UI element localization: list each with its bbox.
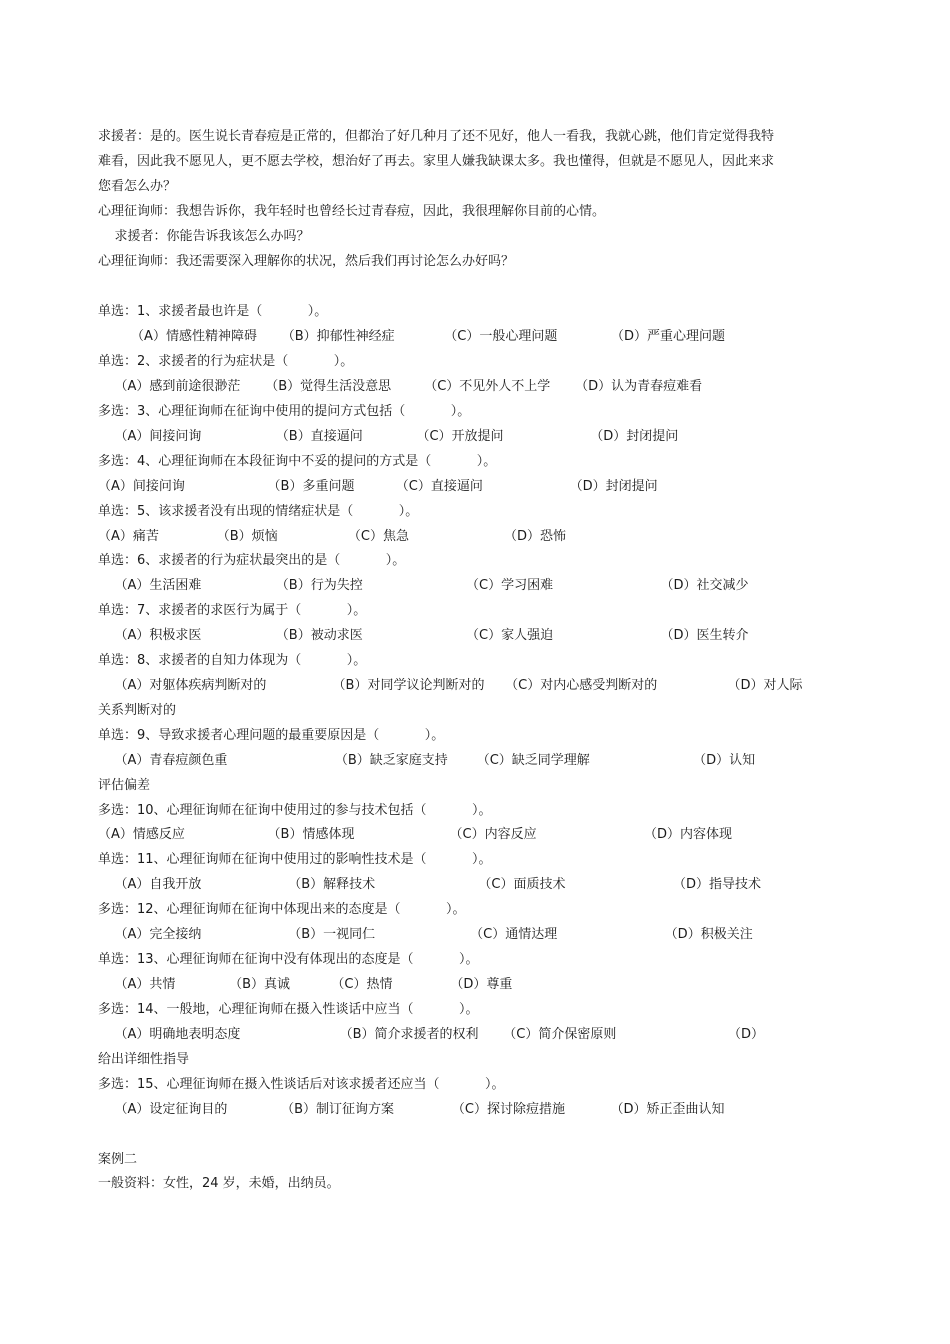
- dialogue-line: 求援者：是的。医生说长青春痘是正常的，但都治了好几种月了还不见好，他人一看我，我就心跳，他们肯定觉得我特: [98, 129, 775, 144]
- question-stem: 多选：3、心理征询师在征询中使用的提问方式包括（ ）。: [98, 404, 471, 419]
- question-options: （A）感到前途很渺茫 （B）觉得生活没意思 （C）不见外人不上学 （D）认为青春痘难看: [98, 379, 703, 394]
- question-options: （A）间接问询 （B）直接逼问 （C）开放提问 （D）封闭提问: [98, 429, 679, 444]
- question-options: （A）间接问询 （B）多重问题 （C）直接逼问 （D）封闭提问: [98, 479, 658, 494]
- question-options: 给出详细性指导: [98, 1052, 190, 1067]
- question-stem: 多选：4、心理征询师在本段征询中不妥的提问的方式是（ ）。: [98, 454, 497, 469]
- dialogue-line: 求援者：你能告诉我该怎么办吗？: [98, 229, 310, 244]
- question-stem: 单选：11、心理征询师在征询中使用过的影响性技术是（ ）。: [98, 852, 492, 867]
- case-general-info: 一般资料：女性，24 岁，未婚，出纳员。: [98, 1176, 340, 1191]
- question-options: （A）痛苦 （B）烦恼 （C）焦急 （D）恐怖: [98, 529, 567, 544]
- dialogue-line: 心理征询师：我还需要深入理解你的状况，然后我们再讨论怎么办好吗？: [98, 254, 515, 269]
- question-options: （A）完全接纳 （B）一视同仁 （C）通情达理 （D）积极关注: [98, 927, 753, 942]
- case-heading: 案例二: [98, 1152, 138, 1167]
- question-stem: 单选：13、心理征询师在征询中没有体现出的态度是（ ）。: [98, 952, 479, 967]
- question-options: （A）对躯体疾病判断对的 （B）对同学议论判断对的 （C）对内心感受判断对的 （D）对人际: [98, 678, 803, 693]
- question-stem: 多选：12、心理征询师在征询中体现出来的态度是（ ）。: [98, 902, 466, 917]
- question-stem: 多选：10、心理征询师在征询中使用过的参与技术包括（ ）。: [98, 803, 492, 818]
- question-stem: 单选：2、求援者的行为症状是（ ）。: [98, 354, 354, 369]
- question-options: 关系判断对的: [98, 703, 177, 718]
- question-stem: 多选：14、一般地，心理征询师在摄入性谈话中应当（ ）。: [98, 1002, 479, 1017]
- dialogue-line: 您看怎么办？: [98, 179, 177, 194]
- question-options: （A）积极求医 （B）被动求医 （C）家人强迫 （D）医生转介: [98, 628, 749, 643]
- question-options: （A）共情 （B）真诚 （C）热情 （D）尊重: [98, 977, 513, 992]
- question-stem: 多选：15、心理征询师在摄入性谈话后对该求援者还应当（ ）。: [98, 1077, 505, 1092]
- question-stem: 单选：5、该求援者没有出现的情绪症状是（ ）。: [98, 504, 419, 519]
- question-stem: 单选：8、求援者的自知力体现为（ ）。: [98, 653, 367, 668]
- question-options: （A）情感反应 （B）情感体现 （C）内容反应 （D）内容体现: [98, 827, 733, 842]
- question-stem: 单选：6、求援者的行为症状最突出的是（ ）。: [98, 553, 406, 568]
- question-options: （A）生活困难 （B）行为失控 （C）学习困难 （D）社交减少: [98, 578, 749, 593]
- question-options: （A）设定征询目的 （B）制订征询方案 （C）探讨除痘措施 （D）矫正歪曲认知: [98, 1102, 725, 1117]
- question-options: （A）自我开放 （B）解释技术 （C）面质技术 （D）指导技术: [98, 877, 761, 892]
- question-stem: 单选：9、导致求援者心理问题的最重要原因是（ ）。: [98, 728, 445, 743]
- question-stem: 单选：7、求援者的求医行为属于（ ）。: [98, 603, 367, 618]
- dialogue-line: 心理征询师：我想告诉你，我年轻时也曾经长过青春痘，因此，我很理解你目前的心情。: [98, 204, 606, 219]
- question-options: （A）情感性精神障碍 （B）抑郁性神经症 （C）一般心理问题 （D）严重心理问题: [98, 329, 726, 344]
- dialogue-line: 难看，因此我不愿见人，更不愿去学校，想治好了再去。家里人嫌我缺课太多。我也懂得，但就是不愿见人，因此来求: [98, 154, 775, 169]
- question-options: 评估偏差: [98, 778, 151, 793]
- question-options: （A）明确地表明态度 （B）简介求援者的权利 （C）简介保密原则 （D）: [98, 1027, 764, 1042]
- question-stem: 单选：1、求援者最也许是（ ）。: [98, 304, 328, 319]
- question-options: （A）青春痘颜色重 （B）缺乏家庭支持 （C）缺乏同学理解 （D）认知: [98, 753, 756, 768]
